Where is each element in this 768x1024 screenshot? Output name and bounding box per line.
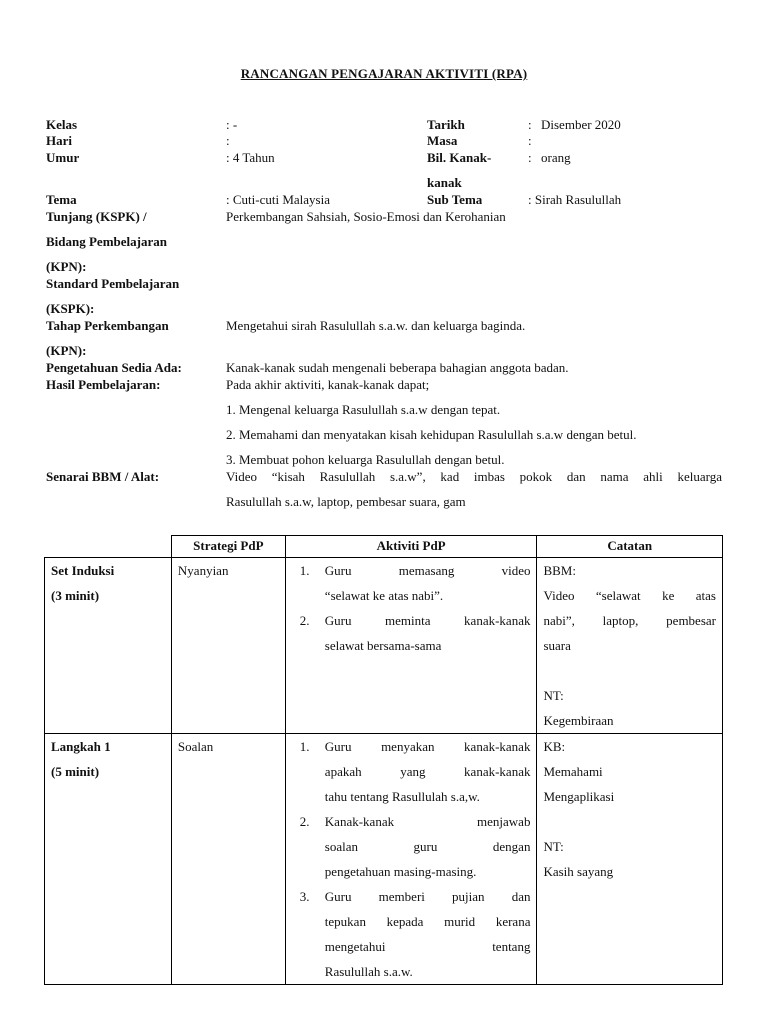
note-line: suara — [543, 638, 571, 653]
list-text-line: tepukan kepada murid kerana — [324, 914, 531, 929]
hasil-label: Hasil Pembelajaran: — [46, 377, 161, 392]
subtema-value: : Sirah Rasulullah — [528, 192, 622, 207]
strategy-value: Nyanyian — [177, 563, 229, 578]
note-spacer — [543, 809, 716, 834]
tema-label: Tema — [46, 192, 77, 207]
list-text-line: Guru meminta kanak-kanak — [324, 613, 531, 628]
tarikh-label: Tarikh — [427, 117, 465, 132]
stage-cell — [45, 734, 172, 985]
list-number: 3. — [299, 889, 310, 904]
masa-colon: : — [528, 133, 532, 148]
list-text-line: “selawat ke atas nabi”. — [324, 588, 444, 603]
table-row-langkah-1 — [45, 734, 723, 985]
list-item — [292, 809, 531, 884]
note-bbm-label: BBM: — [543, 563, 576, 578]
bbm-value-line-1: Video “kisah Rasulullah s.a.w”, kad imbas pokok dan nama ahli keluarga — [226, 469, 722, 484]
note-nt-label: NT: — [543, 839, 564, 854]
strategy-value: Soalan — [177, 739, 214, 754]
stage-time: (5 minit) — [51, 764, 100, 779]
stage-cell — [45, 558, 172, 734]
hasil-item-1: 1. Mengenal keluarga Rasulullah s.a.w dengan tepat. — [226, 402, 501, 417]
note-cell — [537, 558, 723, 734]
bil-colon: : — [528, 150, 532, 165]
list-number: 2. — [299, 613, 310, 628]
header-aktiviti: Aktiviti PdP — [285, 536, 537, 558]
strategy-cell — [171, 558, 285, 734]
list-item — [292, 734, 531, 809]
list-item — [292, 558, 531, 608]
list-text-line: selawat bersama-sama — [324, 638, 442, 653]
activity-list — [292, 558, 531, 658]
hari-label: Hari — [46, 133, 72, 148]
tarikh-colon: : — [528, 117, 532, 132]
tarikh-value: Disember 2020 — [541, 117, 621, 132]
list-item — [292, 608, 531, 658]
pengetahuan-label: Pengetahuan Sedia Ada: — [46, 360, 182, 375]
hari-value: : — [226, 133, 230, 148]
bil-kanak-label: Bil. Kanak- — [427, 150, 492, 165]
kelas-value: : - — [226, 117, 238, 132]
kspk-label: (KSPK): — [46, 301, 95, 316]
bidang-label: Bidang Pembelajaran — [46, 234, 167, 249]
note-line: Memahami — [543, 764, 603, 779]
header-empty-cell — [45, 536, 172, 558]
tunjang-label: Tunjang (KSPK) / — [46, 209, 147, 224]
masa-label: Masa — [427, 133, 458, 148]
bil-value: orang — [541, 150, 571, 165]
umur-label: Umur — [46, 150, 80, 165]
note-line: Mengaplikasi — [543, 789, 615, 804]
list-item — [292, 884, 531, 984]
list-text-line: Guru memberi pujian dan — [324, 889, 531, 904]
header-catatan: Catatan — [537, 536, 723, 558]
activity-cell — [285, 558, 537, 734]
activity-list — [292, 734, 531, 984]
list-number: 1. — [299, 563, 310, 578]
document-title: RANCANGAN PENGAJARAN AKTIVITI (RPA) — [240, 66, 528, 81]
tema-value: : Cuti-cuti Malaysia — [226, 192, 330, 207]
tahap-label: Tahap Perkembangan — [46, 318, 169, 333]
hasil-intro: Pada akhir aktiviti, kanak-kanak dapat; — [226, 377, 430, 392]
list-text-line: mengetahui tentang — [324, 939, 531, 954]
list-text-line: tahu tentang Rasullulah s.a,w. — [324, 789, 480, 804]
kpn-label-2: (KPN): — [46, 343, 87, 358]
activity-table — [44, 535, 723, 985]
list-text-line: Kanak-kanak menjawab — [324, 814, 531, 829]
header-strategi: Strategi PdP — [171, 536, 285, 558]
table-row-set-induksi — [45, 558, 723, 734]
kelas-label: Kelas — [46, 117, 78, 132]
standard-label: Standard Pembelajaran — [46, 276, 180, 291]
list-text-line: Guru memasang video — [324, 563, 531, 578]
list-text-line: pengetahuan masing-masing. — [324, 864, 477, 879]
note-nt-label: NT: — [543, 688, 564, 703]
note-cell — [537, 734, 723, 985]
hasil-item-2: 2. Memahami dan menyatakan kisah kehidupan Rasulullah s.a.w dengan betul. — [226, 427, 637, 442]
table-header-row — [45, 536, 723, 558]
stage-name: Langkah 1 — [51, 739, 111, 754]
bbm-label: Senarai BBM / Alat: — [46, 469, 160, 484]
stage-time: (3 minit) — [51, 588, 100, 603]
strategy-cell — [171, 734, 285, 985]
list-text-line: apakah yang kanak-kanak — [324, 764, 531, 779]
stage-name: Set Induksi — [51, 563, 115, 578]
note-spacer — [543, 658, 716, 683]
bil-kanak-label-cont: kanak — [427, 175, 462, 190]
hasil-item-3: 3. Membuat pohon keluarga Rasulullah dengan betul. — [226, 452, 505, 467]
note-line: nabi”, laptop, pembesar — [543, 613, 716, 628]
pengetahuan-value: Kanak-kanak sudah mengenali beberapa bahagian anggota badan. — [226, 360, 569, 375]
activity-cell — [285, 734, 537, 985]
note-line: Video “selawat ke atas — [543, 588, 716, 603]
tahap-value: Mengetahui sirah Rasulullah s.a.w. dan keluarga baginda. — [226, 318, 526, 333]
list-text-line: soalan guru dengan — [324, 839, 531, 854]
bbm-value-line-2: Rasulullah s.a.w, laptop, pembesar suara, gam — [226, 494, 466, 509]
note-nt-value: Kasih sayang — [543, 864, 614, 879]
list-number: 1. — [299, 739, 310, 754]
list-text-line: Rasulullah s.a.w. — [324, 964, 413, 979]
list-text-line: Guru menyakan kanak-kanak — [324, 739, 531, 754]
note-nt-value: Kegembiraan — [543, 713, 614, 728]
list-number: 2. — [299, 814, 310, 829]
umur-value: : 4 Tahun — [226, 150, 275, 165]
note-kb-label: KB: — [543, 739, 566, 754]
tunjang-value: Perkembangan Sahsiah, Sosio-Emosi dan Kerohanian — [226, 209, 506, 224]
kpn-label-1: (KPN): — [46, 259, 87, 274]
subtema-label: Sub Tema — [427, 192, 483, 207]
